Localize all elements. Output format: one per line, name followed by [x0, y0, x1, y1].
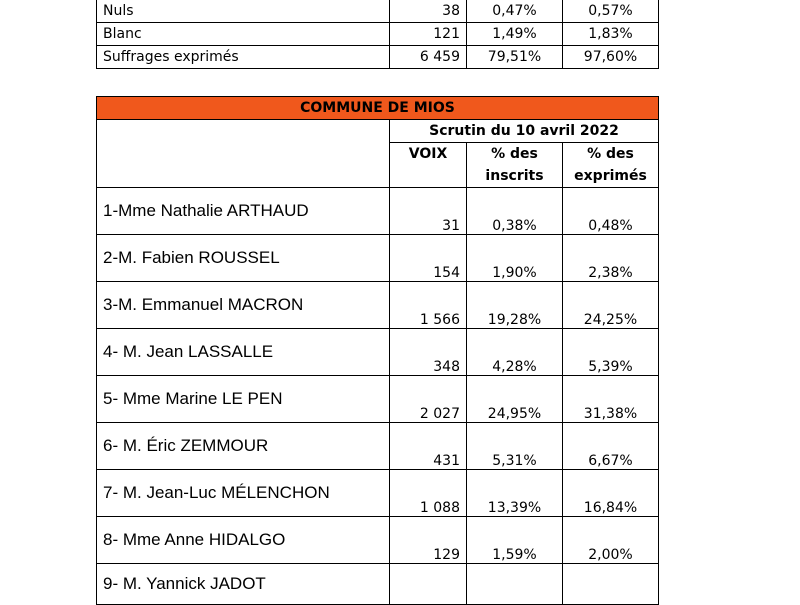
candidate-name: 4- M. Jean LASSALLE — [97, 329, 390, 376]
summary-table — [96, 0, 659, 69]
summary-pct-inscrits: 1,49% — [467, 23, 563, 46]
summary-row — [97, 23, 659, 46]
candidate-voix: 154 — [390, 235, 467, 282]
candidate-pct-exprimes: 24,25% — [563, 282, 659, 329]
candidate-row — [97, 423, 659, 470]
summary-pct-votants: 97,60% — [563, 46, 659, 69]
candidate-row — [97, 282, 659, 329]
candidate-name: 9- M. Yannick JADOT — [97, 564, 390, 605]
candidate-voix: 348 — [390, 329, 467, 376]
commune-title: COMMUNE DE MIOS — [97, 97, 659, 120]
candidate-pct-inscrits: 1,90% — [467, 235, 563, 282]
candidate-pct-inscrits: 0,38% — [467, 188, 563, 235]
candidate-row — [97, 329, 659, 376]
header-pct-inscrits: % des inscrits — [467, 143, 563, 188]
summary-pct-inscrits: 79,51% — [467, 46, 563, 69]
summary-voix: 38 — [390, 0, 467, 23]
candidate-name: 3-M. Emmanuel MACRON — [97, 282, 390, 329]
candidate-voix: 129 — [390, 517, 467, 564]
candidate-pct-exprimes — [563, 564, 659, 605]
candidate-voix: 1 088 — [390, 470, 467, 517]
candidate-pct-exprimes: 5,39% — [563, 329, 659, 376]
candidate-pct-exprimes: 0,48% — [563, 188, 659, 235]
candidate-pct-inscrits: 5,31% — [467, 423, 563, 470]
summary-row — [97, 0, 659, 23]
candidate-pct-exprimes: 31,38% — [563, 376, 659, 423]
candidate-voix — [390, 564, 467, 605]
summary-pct-votants: 0,57% — [563, 0, 659, 23]
candidate-pct-inscrits — [467, 564, 563, 605]
scrutin-date: Scrutin du 10 avril 2022 — [390, 120, 659, 143]
candidate-pct-inscrits: 1,59% — [467, 517, 563, 564]
candidate-name: 8- Mme Anne HIDALGO — [97, 517, 390, 564]
candidate-voix: 2 027 — [390, 376, 467, 423]
candidate-pct-inscrits: 4,28% — [467, 329, 563, 376]
candidate-pct-inscrits: 19,28% — [467, 282, 563, 329]
candidate-name: 1-Mme Nathalie ARTHAUD — [97, 188, 390, 235]
candidate-name: 2-M. Fabien ROUSSEL — [97, 235, 390, 282]
summary-label: Nuls — [97, 0, 390, 23]
header-pct-exprimes: % des exprimés — [563, 143, 659, 188]
summary-voix: 121 — [390, 23, 467, 46]
candidate-voix: 431 — [390, 423, 467, 470]
candidate-row — [97, 564, 659, 605]
candidate-voix: 31 — [390, 188, 467, 235]
summary-pct-inscrits: 0,47% — [467, 0, 563, 23]
candidate-row — [97, 188, 659, 235]
commune-results-table — [96, 96, 659, 605]
candidate-pct-inscrits: 13,39% — [467, 470, 563, 517]
candidate-row — [97, 376, 659, 423]
candidate-pct-exprimes: 16,84% — [563, 470, 659, 517]
header-voix: VOIX — [390, 143, 467, 188]
header-blank-cell — [97, 120, 390, 188]
summary-label: Suffrages exprimés — [97, 46, 390, 69]
candidate-pct-exprimes: 6,67% — [563, 423, 659, 470]
candidate-pct-exprimes: 2,38% — [563, 235, 659, 282]
candidate-name: 6- M. Éric ZEMMOUR — [97, 423, 390, 470]
summary-row — [97, 46, 659, 69]
summary-pct-votants: 1,83% — [563, 23, 659, 46]
candidate-row — [97, 470, 659, 517]
summary-voix: 6 459 — [390, 46, 467, 69]
summary-label: Blanc — [97, 23, 390, 46]
candidate-name: 5- Mme Marine LE PEN — [97, 376, 390, 423]
candidate-pct-exprimes: 2,00% — [563, 517, 659, 564]
candidate-name: 7- M. Jean-Luc MÉLENCHON — [97, 470, 390, 517]
candidate-voix: 1 566 — [390, 282, 467, 329]
candidate-row — [97, 517, 659, 564]
candidate-pct-inscrits: 24,95% — [467, 376, 563, 423]
candidate-row — [97, 235, 659, 282]
